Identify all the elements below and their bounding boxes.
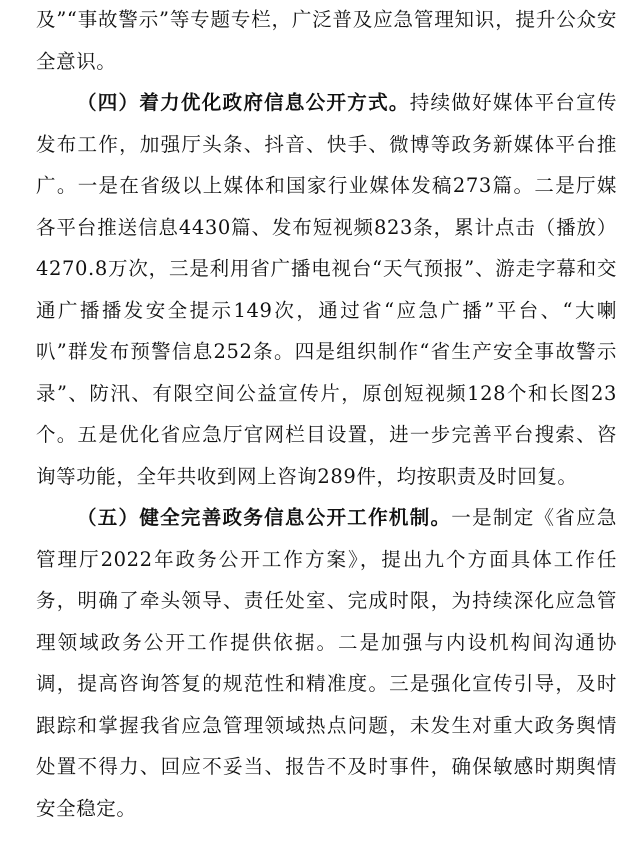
section-heading: （五）健全完善政务信息公开工作机制。 [76,506,452,529]
paragraph-continuation [36,0,617,82]
paragraph-section-5 [36,497,617,829]
paragraph-text: 一是制定《省应急管理厅2022年政务公开工作方案》，提出九个方面具体工作任务，明确了牵头领导、责任处室、完成时限，为持续深化应急管理领域政务公开工作提供依据。二是加强与内设机构间沟通协调，提高咨询答复的规范性和精准度。三是强化宣传引导，及时跟踪和掌握我省应急管理领域热点问题，未发生对重大政务舆情处置不得力、回应不妥当、报告不及时事件，确保敏感时期舆情安全稳定。 [36,506,617,820]
paragraph-text: 持续做好媒体平台宣传发布工作，加强厅头条、抖音、快手、微博等政务新媒体平台推广。一是在省级以上媒体和国家行业媒体发稿273篇。二是厅媒各平台推送信息4430篇、发布短视频823条，累计点击（播放）4270.8万次，三是利用省广播电视台“天气预报”、游走字幕和交通广播播发安全提示149次，通过省“应急广播”平台、“大喇叭”群发布预警信息252条。四是组织制作“省生产安全事故警示录”、防汛、有限空间公益宣传片，原创短视频128个和长图23个。五是优化省应急厅官网栏目设置，进一步完善平台搜索、咨询等功能，全年共收到网上咨询289件，均按职责及时回复。 [36,91,617,488]
section-heading: （四）着力优化政府信息公开方式。 [76,91,410,114]
paragraph-text: 及”“事故警示”等专题专栏，广泛普及应急管理知识，提升公众安全意识。 [36,8,617,73]
paragraph-section-4 [36,82,617,497]
